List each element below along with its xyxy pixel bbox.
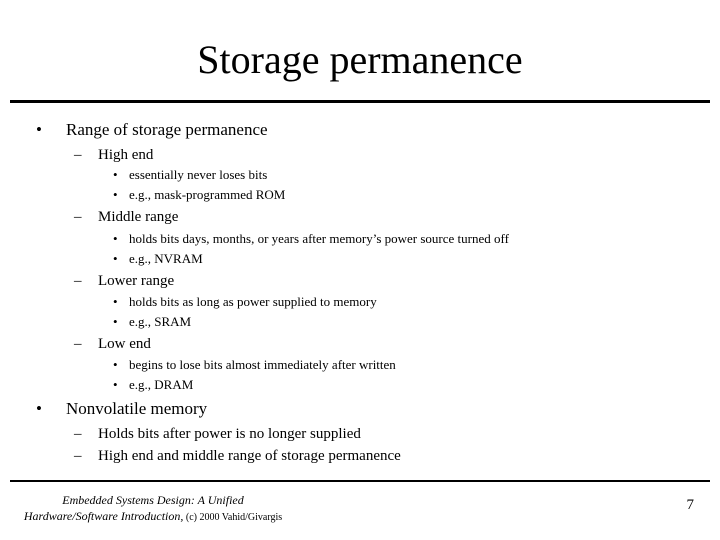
bullet-marker: • xyxy=(36,399,42,418)
detail-text: essentially never loses bits xyxy=(129,167,268,182)
sub-bullet-text: Middle range xyxy=(98,209,179,225)
footer-book-title: Embedded Systems Design: A Unified xyxy=(62,493,244,507)
bullet-text: Nonvolatile memory xyxy=(66,399,208,418)
detail-text: e.g., SRAM xyxy=(129,314,192,329)
detail-text: begins to lose bits almost immediately after written xyxy=(129,357,396,372)
detail-text: e.g., DRAM xyxy=(129,377,194,392)
sub-bullet-text: Lower range xyxy=(98,273,175,289)
title-divider xyxy=(10,100,710,103)
sub-bullet-text: High end and middle range of storage permanence xyxy=(98,448,401,464)
bullet-marker: • xyxy=(113,251,118,266)
bullet-text: Range of storage permanence xyxy=(66,120,268,139)
dash-marker: – xyxy=(74,147,82,163)
bullet-marker: • xyxy=(113,357,118,372)
detail-text: e.g., mask-programmed ROM xyxy=(129,187,286,202)
sub-bullet-text: High end xyxy=(98,147,154,163)
detail-text: holds bits days, months, or years after memory’s power source turned off xyxy=(129,231,509,246)
footer-credit xyxy=(18,492,288,526)
dash-marker: – xyxy=(74,426,82,442)
footer-book-subtitle: Hardware/Software Introduction, xyxy=(23,509,184,523)
bullet-marker: • xyxy=(113,167,118,182)
bullet-marker: • xyxy=(36,120,42,139)
slide-title: Storage permanence xyxy=(197,37,523,82)
detail-text: e.g., NVRAM xyxy=(129,251,203,266)
sub-bullet-text: Low end xyxy=(98,336,151,352)
footer-copyright: (c) 2000 Vahid/Givargis xyxy=(183,512,283,523)
dash-marker: – xyxy=(74,448,82,464)
sub-bullet-text: Holds bits after power is no longer supplied xyxy=(98,426,361,442)
bullet-marker: • xyxy=(113,187,118,202)
dash-marker: – xyxy=(74,209,82,225)
footer-divider xyxy=(10,480,710,482)
bullet-marker: • xyxy=(113,294,118,309)
page-number: 7 xyxy=(686,497,694,513)
detail-text: holds bits as long as power supplied to memory xyxy=(129,294,377,309)
dash-marker: – xyxy=(74,336,82,352)
bullet-marker: • xyxy=(113,231,118,246)
bullet-marker: • xyxy=(113,377,118,392)
dash-marker: – xyxy=(74,273,82,289)
footer-citation xyxy=(18,508,288,526)
bullet-marker: • xyxy=(113,314,118,329)
